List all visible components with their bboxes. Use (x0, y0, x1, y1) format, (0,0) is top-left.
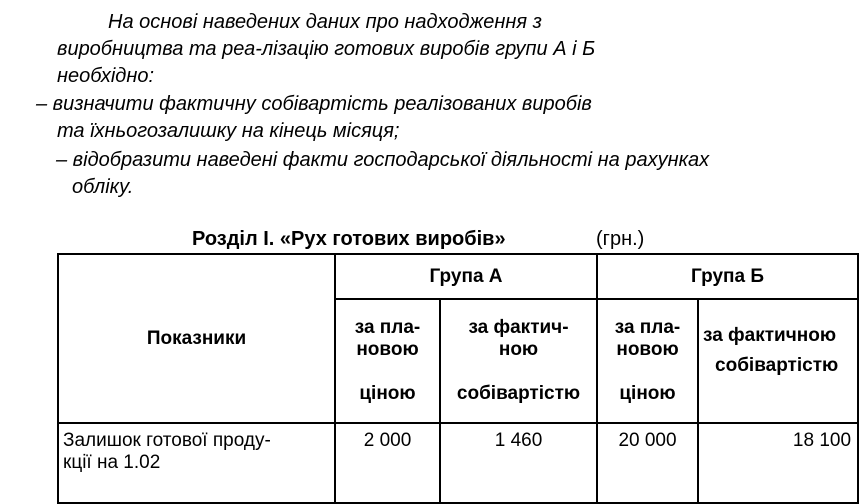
b-planned-value: 20 000 (597, 423, 698, 503)
intro-line-5: та їхньогозалишку на кінець місяця; (57, 120, 400, 142)
header-line: собівартістю (456, 383, 581, 404)
header-line: ціною (619, 383, 676, 404)
group-a-header: Група А (335, 254, 597, 299)
header-line: ціною (359, 383, 416, 404)
intro-line-3: необхідно: (57, 65, 155, 87)
intro-line-6: – відобразити наведені факти господарської діяльності на рахунках (56, 149, 710, 171)
a-planned-value: 2 000 (335, 423, 440, 503)
intro-line-1: На основі наведених даних про надходження з (108, 11, 542, 33)
header-line: за пла- (614, 317, 681, 338)
header-line: новою (616, 339, 679, 360)
unit-label: (грн.) (596, 228, 645, 250)
intro-line-2: виробництва та реа-лізацію готових виробів групи А і Б (57, 38, 596, 60)
header-line: за фактич- (468, 317, 569, 338)
intro-line-7: обліку. (72, 176, 134, 198)
header-line: за фактичною (703, 325, 837, 346)
intro-line-4: – визначити фактичну собівартість реалізованих виробів (36, 93, 592, 115)
indicator-header: Показники (58, 254, 335, 423)
header-line: ною (498, 339, 539, 360)
b-actual-cost-header (698, 299, 858, 423)
row-label-line: кції на 1.02 (63, 452, 161, 473)
b-planned-price-header (597, 299, 698, 423)
goods-movement-table (57, 253, 859, 504)
a-actual-value: 1 460 (440, 423, 597, 503)
b-actual-value: 18 100 (698, 423, 858, 503)
a-planned-price-header (335, 299, 440, 423)
header-line: за пла- (354, 317, 421, 338)
row-label (58, 423, 335, 503)
section-title: Розділ І. «Рух готових виробів» (192, 228, 506, 250)
table-row (58, 423, 858, 503)
header-line: собівартістю (715, 355, 839, 376)
a-actual-cost-header (440, 299, 597, 423)
group-b-header: Група Б (597, 254, 858, 299)
row-label-line: Залишок готової проду- (63, 430, 271, 451)
header-line: новою (356, 339, 419, 360)
